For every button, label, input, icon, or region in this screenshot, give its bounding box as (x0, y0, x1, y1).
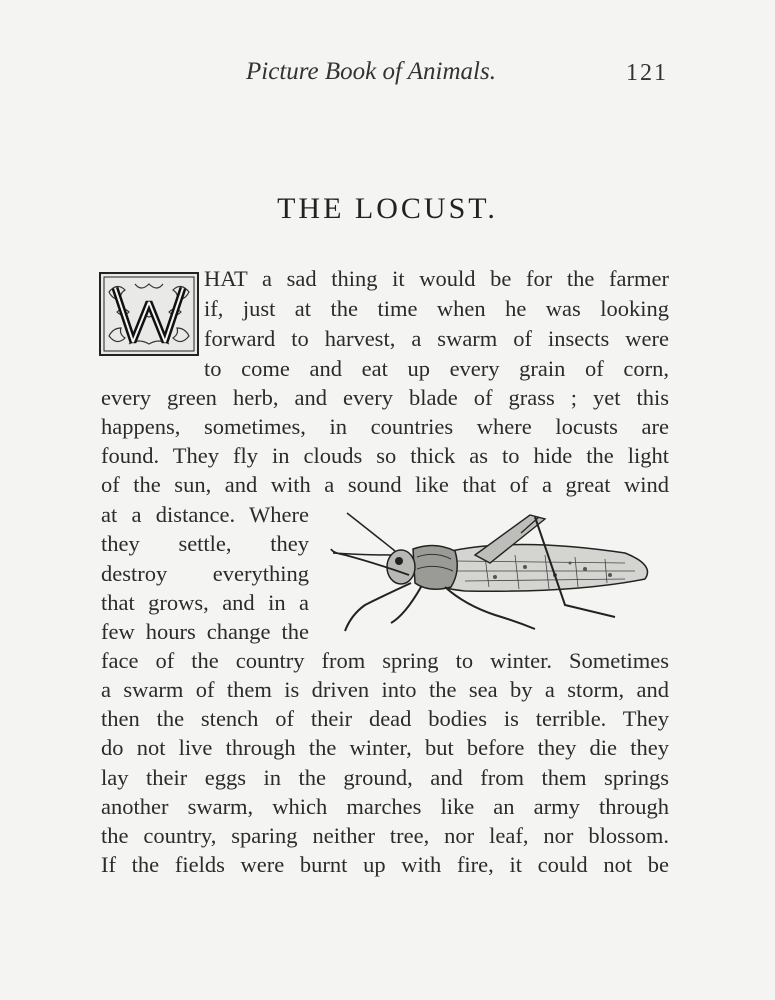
text-line: HAT a sad thing it would be for the farmer (204, 266, 669, 291)
text-line: happens, sometimes, in countries where locusts are (101, 414, 669, 439)
text-line: the country, sparing neither tree, nor leaf, nor blossom. (101, 823, 669, 848)
text-line: a swarm of them is driven into the sea by a storm, and (101, 677, 669, 702)
text-line: they settle, they (101, 531, 309, 556)
text-line: at a distance. Where (101, 502, 309, 527)
running-title: Picture Book of Animals. (246, 58, 496, 85)
text-line: if, just at the time when he was looking (204, 296, 669, 321)
text-line: to come and eat up every grain of corn, (204, 356, 669, 381)
text-line: If the fields were burnt up with fire, it could not be (101, 852, 669, 877)
page-number: 121 (626, 60, 668, 86)
text-line: another swarm, which marches like an army through (101, 794, 669, 819)
text-line: then the stench of their dead bodies is terrible. They (101, 706, 669, 731)
text-line: of the sun, and with a sound like that of a great wind (101, 472, 669, 497)
text-line: do not live through the winter, but before they die they (101, 735, 669, 760)
text-line: destroy everything (101, 561, 309, 586)
text-line: few hours change the (101, 619, 309, 644)
text-line: found. They fly in clouds so thick as to hide the light (101, 443, 669, 468)
text-line: every green herb, and every blade of grass ; yet this (101, 385, 669, 410)
ornamental-letter-w-icon (99, 272, 199, 356)
text-line: that grows, and in a (101, 590, 309, 615)
chapter-title: THE LOCUST. (277, 192, 498, 225)
text-line: face of the country from spring to winter. Sometimes (101, 648, 669, 673)
locust-engraving-icon (325, 505, 655, 645)
text-line: forward to harvest, a swarm of insects were (204, 326, 669, 351)
text-line: lay their eggs in the ground, and from them springs (101, 765, 669, 790)
